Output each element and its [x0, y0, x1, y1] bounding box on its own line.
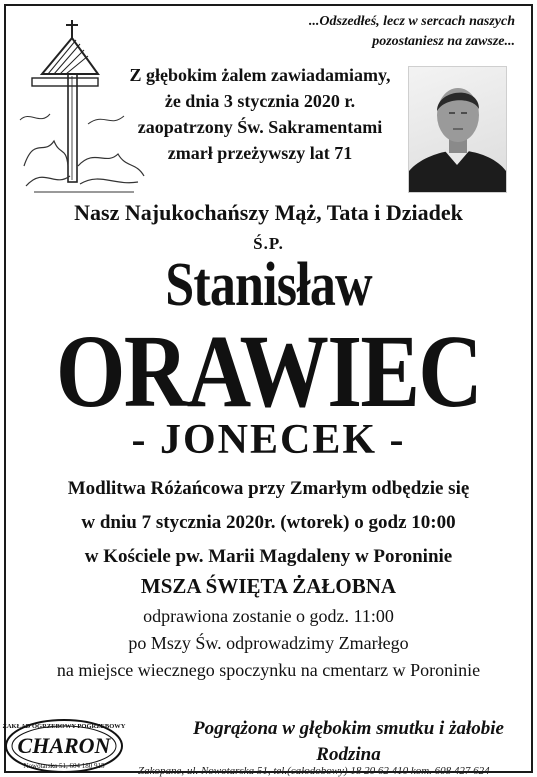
quote-line-2: pozostaniesz na zawsze...	[372, 34, 515, 49]
mass-line-2: po Mszy Św. odprowadzimy Zmarłego	[128, 633, 409, 653]
death-announcement	[110, 62, 410, 166]
rosary-line-2: w dniu 7 stycznia 2020r. (wtorek) o godz 10:00	[81, 512, 456, 533]
announcement-line-2: że dnia 3 stycznia 2020 r.	[164, 91, 356, 111]
family-relation-line: Nasz Najukochańszy Mąż, Tata i Dziadek	[74, 200, 463, 225]
footer-contact	[0, 764, 537, 777]
rosary-prayer-info	[0, 472, 537, 574]
logo-brand: CHARON	[17, 733, 111, 758]
sp-abbreviation: Ś.P.	[253, 234, 284, 253]
funeral-mass-details	[0, 603, 537, 684]
portrait-photo	[408, 66, 507, 193]
portrait-silhouette	[409, 67, 506, 192]
deceased-nickname: - JONECEK -	[131, 417, 406, 463]
signature-line-1: Pogrążona w głębokim smutku i żałobie	[193, 718, 504, 739]
announcement-line-4: zmarł przeżywszy lat 71	[167, 143, 353, 163]
rosary-line-1: Modlitwa Różańcowa przy Zmarłym odbędzie się	[67, 478, 470, 499]
rosary-line-3: w Kościele pw. Marii Magdaleny w Poroninie	[84, 546, 453, 567]
logo-arc-text: ZAKŁAD OGRZEBOWY POGRZEBOWY	[2, 723, 126, 730]
mass-line-1: odprawiona zostanie o godz. 11:00	[143, 606, 394, 626]
logo-address: Nowotarska 51, 604 180 915	[23, 762, 105, 770]
quote-line-1: ...Odszedłeś, lecz w sercach naszych	[308, 14, 515, 29]
memorial-quote	[309, 12, 515, 52]
deceased-surname: ORAWIEC	[55, 314, 482, 429]
funeral-mass-title: MSZA ŚWIĘTA ŻAŁOBNA	[140, 574, 397, 598]
deceased-first-name: Stanisław	[165, 251, 372, 319]
signature-line-2: Rodzina	[316, 744, 381, 765]
announcement-line-3: zaopatrzony Św. Sakramentami	[137, 117, 383, 137]
mass-line-3: na miejsce wiecznego spoczynku na cmentarz w Poroninie	[56, 660, 481, 680]
announcement-line-1: Z głębokim żalem zawiadamiamy,	[129, 65, 391, 85]
footer-contact-text: Zakopane, ul. Nowotarska 51, tel.(całodobowy) 18 20 62 410 kom. 608 427 624	[138, 765, 490, 777]
